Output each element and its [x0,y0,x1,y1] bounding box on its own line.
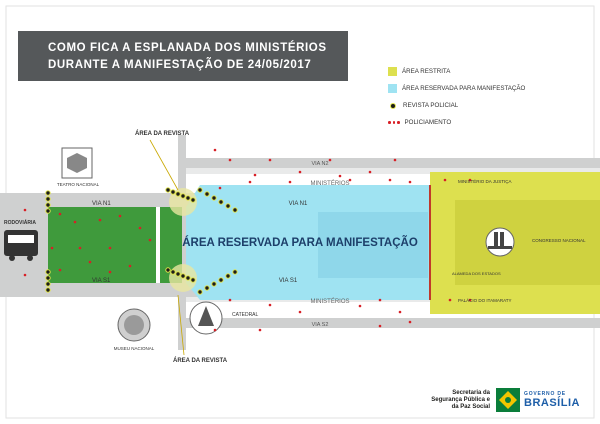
area-revista-north-label: ÁREA DA REVISTA [135,131,190,137]
policing-dot [299,171,302,174]
via-n1-west-label: VIA N1 [92,201,111,207]
governo-text [524,391,580,409]
legend-policing-label: POLICIAMENTO [404,119,452,126]
police-check-dot [46,270,50,274]
policing-dot [409,181,412,184]
policing-dot [269,159,272,162]
policing-dot [254,174,257,177]
policing-dot [74,221,77,224]
secretaria-text: Secretaria da Segurança Pública e da Paz Social [431,389,490,410]
legend-police-dot-icon [390,103,396,109]
policing-dot [229,159,232,162]
policing-dot [339,175,342,178]
rodoviaria-label: RODOVIÁRIA [4,220,36,226]
policing-dot [229,299,232,302]
policing-dot [24,274,27,277]
policing-dot [59,213,62,216]
police-check-dot [219,200,223,204]
policing-dot [444,179,447,182]
via-s2-label: VIA S2 [311,322,329,328]
policing-dot [99,219,102,222]
police-check-dot [46,282,50,286]
policing-dot [289,181,292,184]
policing-dot [214,329,217,332]
title-banner [18,31,348,81]
police-check-dot [46,197,50,201]
policing-dot [249,181,252,184]
police-check-dot [46,203,50,207]
bus-window [8,235,34,243]
legend-police-check [388,98,525,113]
policing-dot [59,269,62,272]
legend-restricted-label: ÁREA RESTRITA [402,68,451,75]
policing-dot [299,311,302,314]
via-n2-label: VIA N2 [311,161,329,167]
legend-policing [388,115,525,130]
police-check-dot [226,274,230,278]
revista-north-leader [150,140,178,190]
policing-dot [129,265,132,268]
policing-dot [259,329,262,332]
police-check-dot [46,209,50,213]
police-check-dot [46,276,50,280]
policing-dot [149,239,152,242]
legend-restricted [388,64,525,79]
ministerios-south-label: MINISTÉRIOS [310,299,350,305]
legend-policing-icon [388,121,400,124]
police-check-dot [198,290,202,294]
alameda-label: ALAMEDA DOS ESTADOS [452,271,501,276]
police-check-dot [191,198,195,202]
reserved-area-label: ÁREA RESERVADA PARA MANIFESTAÇÃO [182,237,418,249]
bus-wheel-right [27,255,33,261]
legend-reserved-label: ÁREA RESERVADA PARA MANIFESTAÇÃO [402,85,526,92]
police-check-dot [166,188,170,192]
police-check-dot [212,196,216,200]
policing-dot [119,215,122,218]
police-check-dot [205,286,209,290]
via-n1-label: VIA N1 [288,201,308,207]
police-check-dot [186,276,190,280]
congresso-tower-1 [494,232,498,246]
via-n2-road [180,158,600,168]
police-check-dot [186,196,190,200]
legend-police-check-label: REVISTA POLICIAL [403,102,459,109]
catedral-label: CATEDRAL [232,312,259,318]
congresso-tower-2 [500,232,504,246]
police-check-dot [176,192,180,196]
via-s1-west-label: VIA S1 [92,278,111,284]
police-check-dot [166,268,170,272]
governo-logo-icon [496,388,520,412]
itamaraty-label: PALÁCIO DO ITAMARATY [458,298,512,303]
police-check-dot [176,272,180,276]
policing-dot [109,271,112,274]
area-revista-south-label: ÁREA DA REVISTA [173,358,228,364]
policing-dot [79,247,82,250]
police-check-dot [46,288,50,292]
ministerio-justica-label: MINISTÉRIO DA JUSTIÇA [458,179,512,184]
legend-swatch-restricted [388,67,397,76]
legend-reserved [388,81,525,96]
via-s1-label: VIA S1 [278,278,298,284]
police-check-dot [219,278,223,282]
museu-dome [124,315,144,335]
police-check-dot [233,270,237,274]
police-check-dot [226,204,230,208]
policing-dot [399,311,402,314]
policing-dot [329,159,332,162]
via-s2-road [180,318,600,328]
legend-swatch-reserved [388,84,397,93]
ministerios-north-label: MINISTÉRIOS [310,181,350,187]
footer [430,388,580,412]
policing-dot [394,159,397,162]
police-check-dot [181,194,185,198]
police-check-dot [233,208,237,212]
policing-dot [449,299,452,302]
policing-dot [359,305,362,308]
policing-dot [269,304,272,307]
brasilia-label: BRASÍLIA [524,397,580,409]
policing-dot [389,179,392,182]
police-check-dot [191,278,195,282]
policing-dot [51,247,54,250]
title-line-1: COMO FICA A ESPLANADA DOS MINISTÉRIOS [48,42,327,54]
teatro-label: TEATRO NACIONAL [56,182,100,187]
policing-dot [89,261,92,264]
policing-dot [139,227,142,230]
policing-dot [379,325,382,328]
title-line-2: DURANTE A MANIFESTAÇÃO DE 24/05/2017 [48,59,312,71]
governo-de-label: GOVERNO DE [524,391,566,397]
governo-logo [496,388,520,412]
police-check-dot [205,192,209,196]
legend [388,64,525,132]
museu-label: MUSEU NACIONAL [113,346,155,351]
green-lawn-west [48,207,156,283]
police-check-dot [198,188,202,192]
policing-dot [214,149,217,152]
police-check-dot [171,190,175,194]
police-check-dot [171,270,175,274]
police-check-dot [212,282,216,286]
policing-dot [219,187,222,190]
policing-dot [24,209,27,212]
congresso-base [488,246,512,249]
bus-wheel-left [9,255,15,261]
police-check-dot [181,274,185,278]
police-check-dot [46,191,50,195]
policing-dot [379,299,382,302]
policing-dot [409,321,412,324]
policing-dot [109,247,112,250]
policing-dot [369,171,372,174]
congresso-label: CONGRESSO NACIONAL [532,238,586,243]
